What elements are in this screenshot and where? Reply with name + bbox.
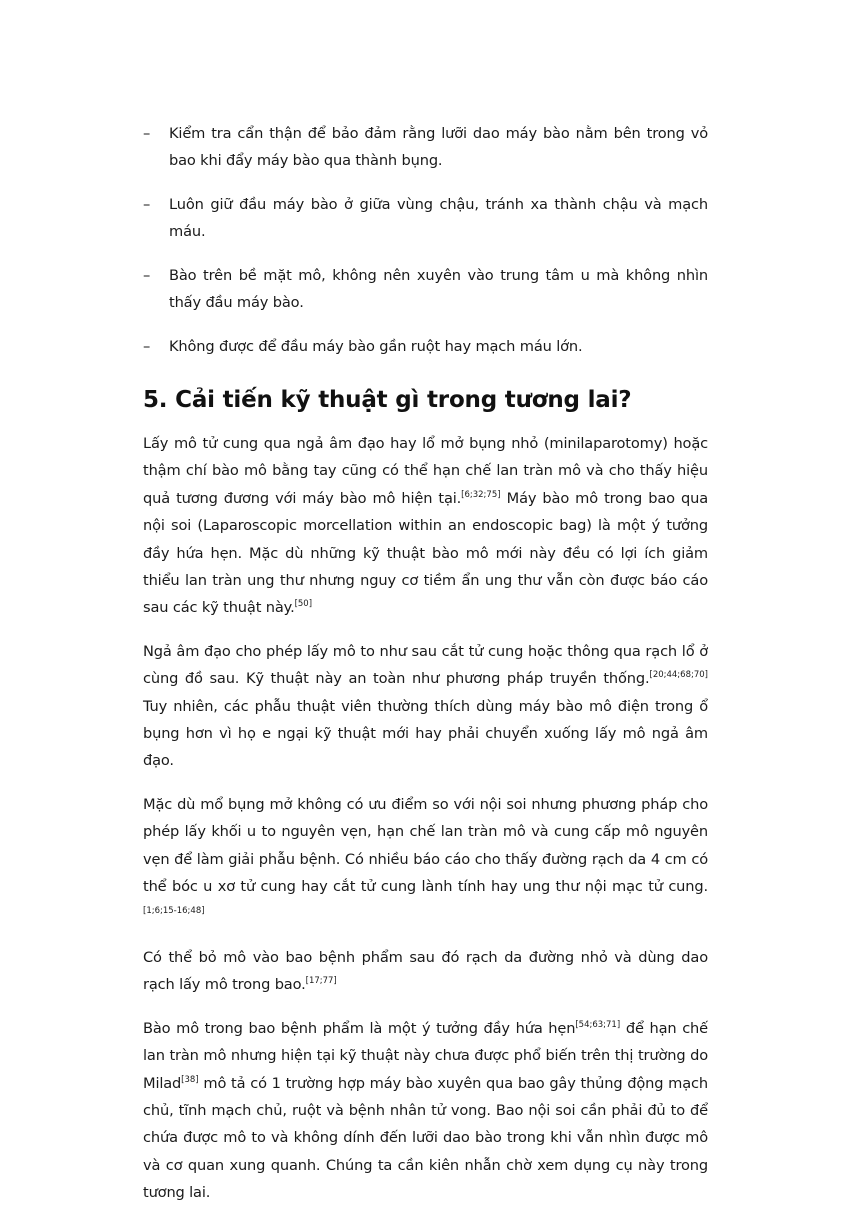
paragraph-text: Mặc dù mổ bụng mở không có ưu điểm so với nội soi nhưng phương pháp cho phép lấy khối u to nguyên vẹn, hạn chế lan tràn mô và cung cấp mô nguyên vẹn để làm giải phẫu bệnh. Có nhiều báo cáo cho thấy đường rạch da 4 cm có thể bóc u xơ tử cung hay cắt tử cung lành tính hay ung thư nội mạc tử cung. [143, 795, 708, 896]
dash-bullet: – [143, 267, 151, 284]
list-item-text: Bào trên bề mặt mô, không nên xuyên vào trung tâm u mà không nhìn thấy đầu máy bào. [169, 267, 708, 311]
list-item [143, 120, 708, 174]
citation: [54;63;71] [575, 1019, 621, 1030]
list-item-text: Không được để đầu máy bào gần ruột hay mạch máu lớn. [169, 338, 583, 355]
dash-bullet: – [143, 125, 151, 142]
paragraph-specimen-bag [143, 944, 708, 999]
citation: [1;6;15-16;48] [143, 905, 205, 916]
precaution-list [143, 120, 708, 360]
paragraph-text: Ngả âm đạo cho phép lấy mô to như sau cắt tử cung hoặc thông qua rạch lổ ở cùng đồ sau. Kỹ thuật này an toàn như phương pháp truyền thống. [143, 642, 708, 688]
citation: [6;32;75] [461, 489, 501, 500]
citation: [38] [181, 1074, 199, 1085]
section-heading: 5. Cải tiến kỹ thuật gì trong tương lai? [143, 387, 632, 413]
paragraph-alternatives [143, 430, 708, 622]
paragraph-in-bag-morcellation [143, 1015, 708, 1207]
citation: [17;77] [305, 976, 337, 987]
paragraph-text: Bào mô trong bao bệnh phẩm là một ý tưởng đầy hứa hẹn [143, 1019, 576, 1037]
paragraph-text: Tuy nhiên, các phẫu thuật viên thường thích dùng máy bào mô điện trong ổ bụng hơn vì họ e ngại kỹ thuật mới hay phải chuyển xuống lấy mô ngả âm đạo. [143, 697, 708, 770]
paragraph-text: Máy bào mô trong bao qua nội soi (Laparoscopic morcellation within an endoscopic bag) là một ý tưởng đầy hứa hẹn. Mặc dù những kỹ thuật bào mô mới này đều có lợi ích giảm thiểu lan tràn ung thư nhưng nguy cơ tiềm ẩn ung thư vẫn còn được báo cáo sau các kỹ thuật này. [143, 489, 708, 617]
list-item-text: Luôn giữ đầu máy bào ở giữa vùng chậu, tránh xa thành chậu và mạch máu. [169, 196, 708, 240]
paragraph-text: Có thể bỏ mô vào bao bệnh phẩm sau đó rạch da đường nhỏ và dùng dao rạch lấy mô trong bao. [143, 948, 708, 994]
dash-bullet: – [143, 338, 151, 355]
paragraph-open-surgery [143, 791, 708, 928]
dash-bullet: – [143, 196, 151, 213]
list-item [143, 191, 708, 245]
list-item-text: Kiểm tra cẩn thận để bảo đảm rằng lưỡi dao máy bào nằm bên trong vỏ bao khi đẩy máy bào qua thành bụng. [169, 125, 708, 169]
paragraph-text: Lấy mô tử cung qua ngả âm đạo hay lổ mở bụng nhỏ (minilaparotomy) hoặc thậm chí bào mô bằng tay cũng có thể hạn chế lan tràn mô và cho thấy hiệu quả tương đương với máy bào mô hiện tại. [143, 435, 708, 507]
document-page [143, 120, 708, 1223]
paragraph-text: để hạn chế lan tràn mô nhưng hiện tại kỹ thuật này chưa được phổ biến trên thị trường do Milad [143, 1019, 708, 1092]
citation: [20;44;68;70] [649, 670, 708, 681]
paragraph-text: mô tả có 1 trường hợp máy bào xuyên qua bao gây thủng động mạch chủ, tĩnh mạch chủ, ruột và bệnh nhân tử vong. Bao nội soi cần phải đủ to để chứa được mô to và không dính đến lưỡi dao bào trong khi vẫn nhìn được mô và cơ quan xung quanh. Chúng ta cần kiên nhẫn chờ xem dụng cụ này trong tương lai. [143, 1074, 708, 1202]
citation: [50] [294, 599, 313, 610]
list-item [143, 333, 708, 360]
list-item [143, 262, 708, 316]
paragraph-vaginal-route [143, 638, 708, 775]
